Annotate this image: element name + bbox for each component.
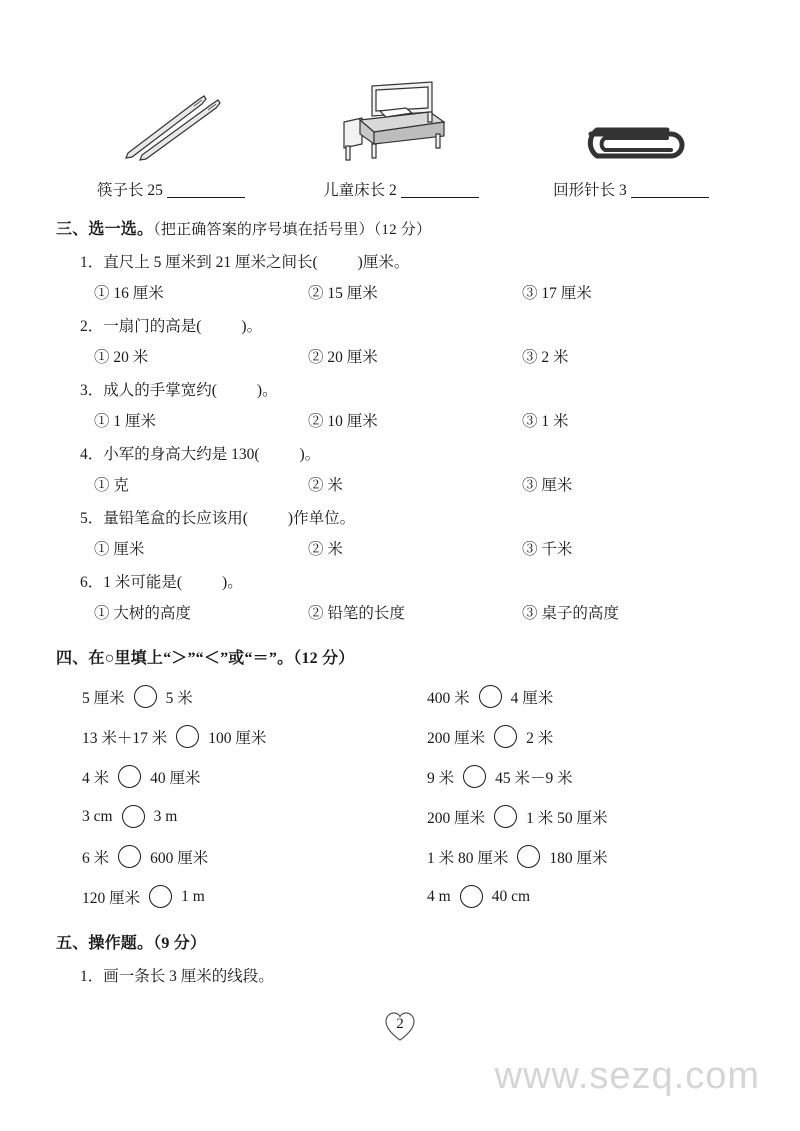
comparison-item	[56, 885, 401, 908]
comparison-right-operand: 600 厘米	[150, 849, 209, 867]
illustration-labels	[56, 178, 746, 200]
comparison-row	[56, 765, 746, 788]
question-6-option-1[interactable]: ① 大树的高度	[94, 605, 191, 622]
section-three-subtitle: （把正确答案的序号填在括号里）（12 分）	[153, 222, 432, 238]
page-number-text: 2	[396, 1016, 404, 1032]
comparison-row	[56, 725, 746, 748]
site-watermark: www.sezq.com	[494, 1055, 760, 1097]
question-4-prefix: 4．小军的身高大约是 130(	[80, 446, 260, 463]
chopsticks-blank[interactable]	[167, 183, 245, 198]
bed-label-text: 儿童床长 2	[323, 182, 397, 199]
question-4-options	[56, 473, 746, 495]
question-5-prefix: 5．量铅笔盒的长应该用(	[80, 510, 248, 527]
question-2-text	[56, 314, 746, 336]
question-1-text	[56, 250, 746, 272]
comparison-right-operand: 40 厘米	[150, 769, 201, 787]
paperclip-label-text: 回形针长 3	[553, 182, 627, 199]
comparison-right-operand: 1 米 50 厘米	[526, 809, 608, 827]
comparison-left-operand: 6 米	[82, 849, 110, 867]
comparison-left-operand: 4 m	[427, 887, 451, 905]
comparison-item	[56, 725, 401, 748]
chopsticks-illustration	[56, 60, 286, 170]
comparison-circle[interactable]	[517, 845, 540, 868]
paperclip-illustration	[516, 60, 746, 170]
comparison-right-operand: 45 米－9 米	[495, 769, 573, 787]
question-1-option-1[interactable]: ① 16 厘米	[94, 285, 164, 302]
question-3-prefix: 3．成人的手掌宽约(	[80, 382, 217, 399]
chopsticks-label-text: 筷子长 25	[97, 182, 163, 199]
comparison-left-operand: 120 厘米	[82, 889, 141, 907]
comparison-circle[interactable]	[149, 885, 172, 908]
bed-label	[286, 178, 516, 200]
comparison-item	[401, 685, 746, 708]
paperclip-blank[interactable]	[631, 183, 709, 198]
illustration-row	[56, 60, 746, 170]
comparison-right-operand: 5 米	[165, 689, 193, 707]
comparison-row	[56, 685, 746, 708]
question-5-option-2[interactable]: ② 米	[308, 541, 343, 558]
question-6-option-2[interactable]: ② 铅笔的长度	[308, 605, 405, 622]
question-3-option-3[interactable]: ③ 1 米	[522, 413, 569, 430]
question-1-options	[56, 281, 746, 303]
question-2-options	[56, 345, 746, 367]
question-4-option-3[interactable]: ③ 厘米	[522, 477, 573, 494]
comparison-circle[interactable]	[134, 685, 157, 708]
chopsticks-label	[56, 178, 286, 200]
question-2-option-3[interactable]: ③ 2 米	[522, 349, 569, 366]
comparison-left-operand: 4 米	[82, 769, 110, 787]
question-3-option-2[interactable]: ② 10 厘米	[308, 413, 378, 430]
question-2-prefix: 2．一扇门的高是(	[80, 318, 202, 335]
comparison-circle[interactable]	[494, 805, 517, 828]
question-6-suffix: )。	[222, 574, 243, 591]
section-three-heading	[56, 216, 746, 239]
comparison-item	[56, 845, 401, 868]
comparison-circle[interactable]	[494, 725, 517, 748]
question-5-option-3[interactable]: ③ 千米	[522, 541, 573, 558]
question-3-text	[56, 378, 746, 400]
bed-illustration	[286, 60, 516, 170]
comparison-circle[interactable]	[122, 805, 145, 828]
comparison-right-operand: 100 厘米	[208, 729, 267, 747]
comparison-right-operand: 2 米	[526, 729, 554, 747]
bed-blank[interactable]	[401, 183, 479, 198]
comparison-circle[interactable]	[118, 845, 141, 868]
comparison-circle[interactable]	[479, 685, 502, 708]
comparison-right-operand: 1 m	[181, 887, 205, 905]
question-5-option-1[interactable]: ① 厘米	[94, 541, 145, 558]
comparison-left-operand: 5 厘米	[82, 689, 125, 707]
question-6-prefix: 6．1 米可能是(	[80, 574, 183, 591]
comparison-right-operand: 40 cm	[491, 887, 530, 905]
comparison-item	[401, 725, 746, 748]
comparison-item	[401, 765, 746, 788]
page-content	[56, 60, 746, 986]
comparison-left-operand: 9 米	[427, 769, 455, 787]
comparison-item	[56, 765, 401, 788]
comparison-right-operand: 3 m	[153, 807, 178, 825]
section-five-item-1: 1．画一条长 3 厘米的线段。	[80, 968, 274, 985]
question-5-suffix: )作单位。	[287, 510, 356, 527]
comparison-row	[56, 805, 746, 828]
question-1-option-2[interactable]: ② 15 厘米	[308, 285, 378, 302]
question-1-suffix: )厘米。	[357, 254, 410, 271]
comparison-left-operand: 3 cm	[82, 807, 113, 825]
heart-icon	[383, 1010, 417, 1044]
comparison-left-operand: 400 米	[427, 689, 470, 707]
question-2-option-2[interactable]: ② 20 厘米	[308, 349, 378, 366]
comparison-row	[56, 845, 746, 868]
comparison-grid	[56, 685, 746, 908]
comparison-left-operand: 200 厘米	[427, 809, 486, 827]
question-3-option-1[interactable]: ① 1 厘米	[94, 413, 157, 430]
question-4-option-1[interactable]: ① 克	[94, 477, 129, 494]
question-4-option-2[interactable]: ② 米	[308, 477, 343, 494]
comparison-item	[401, 885, 746, 908]
question-4-text	[56, 442, 746, 464]
question-3-options	[56, 409, 746, 431]
section-five-heading: 五、操作题。（9 分）	[56, 935, 207, 952]
question-5-text	[56, 506, 746, 528]
comparison-item	[401, 845, 746, 868]
question-3-suffix: )。	[256, 382, 278, 399]
question-6-option-3[interactable]: ③ 桌子的高度	[522, 605, 619, 622]
question-1-option-3[interactable]: ③ 17 厘米	[522, 285, 592, 302]
comparison-left-operand: 200 厘米	[427, 729, 486, 747]
comparison-item	[56, 805, 401, 828]
comparison-circle[interactable]	[176, 725, 199, 748]
question-5-options	[56, 537, 746, 559]
comparison-right-operand: 4 厘米	[510, 689, 554, 707]
comparison-left-operand: 13 米＋17 米	[82, 729, 168, 747]
section-four-heading: 四、在○里填上“＞”“＜”或“＝”。（12 分）	[56, 650, 355, 667]
comparison-right-operand: 180 厘米	[549, 849, 608, 867]
comparison-item	[56, 685, 401, 708]
page-number	[0, 1010, 800, 1049]
question-1-prefix: 1．直尺上 5 厘米到 21 厘米之间长(	[80, 254, 318, 271]
comparison-circle[interactable]	[460, 885, 483, 908]
paperclip-label	[516, 178, 746, 200]
comparison-left-operand: 1 米 80 厘米	[427, 849, 509, 867]
comparison-row	[56, 885, 746, 908]
question-4-suffix: )。	[299, 446, 321, 463]
question-6-text	[56, 570, 746, 592]
question-2-option-1[interactable]: ① 20 米	[94, 349, 149, 366]
section-three-title: 三、选一选。	[56, 221, 154, 238]
question-2-suffix: )。	[241, 318, 263, 335]
comparison-circle[interactable]	[118, 765, 141, 788]
question-6-options	[56, 601, 746, 623]
comparison-circle[interactable]	[463, 765, 486, 788]
comparison-item	[401, 805, 746, 828]
